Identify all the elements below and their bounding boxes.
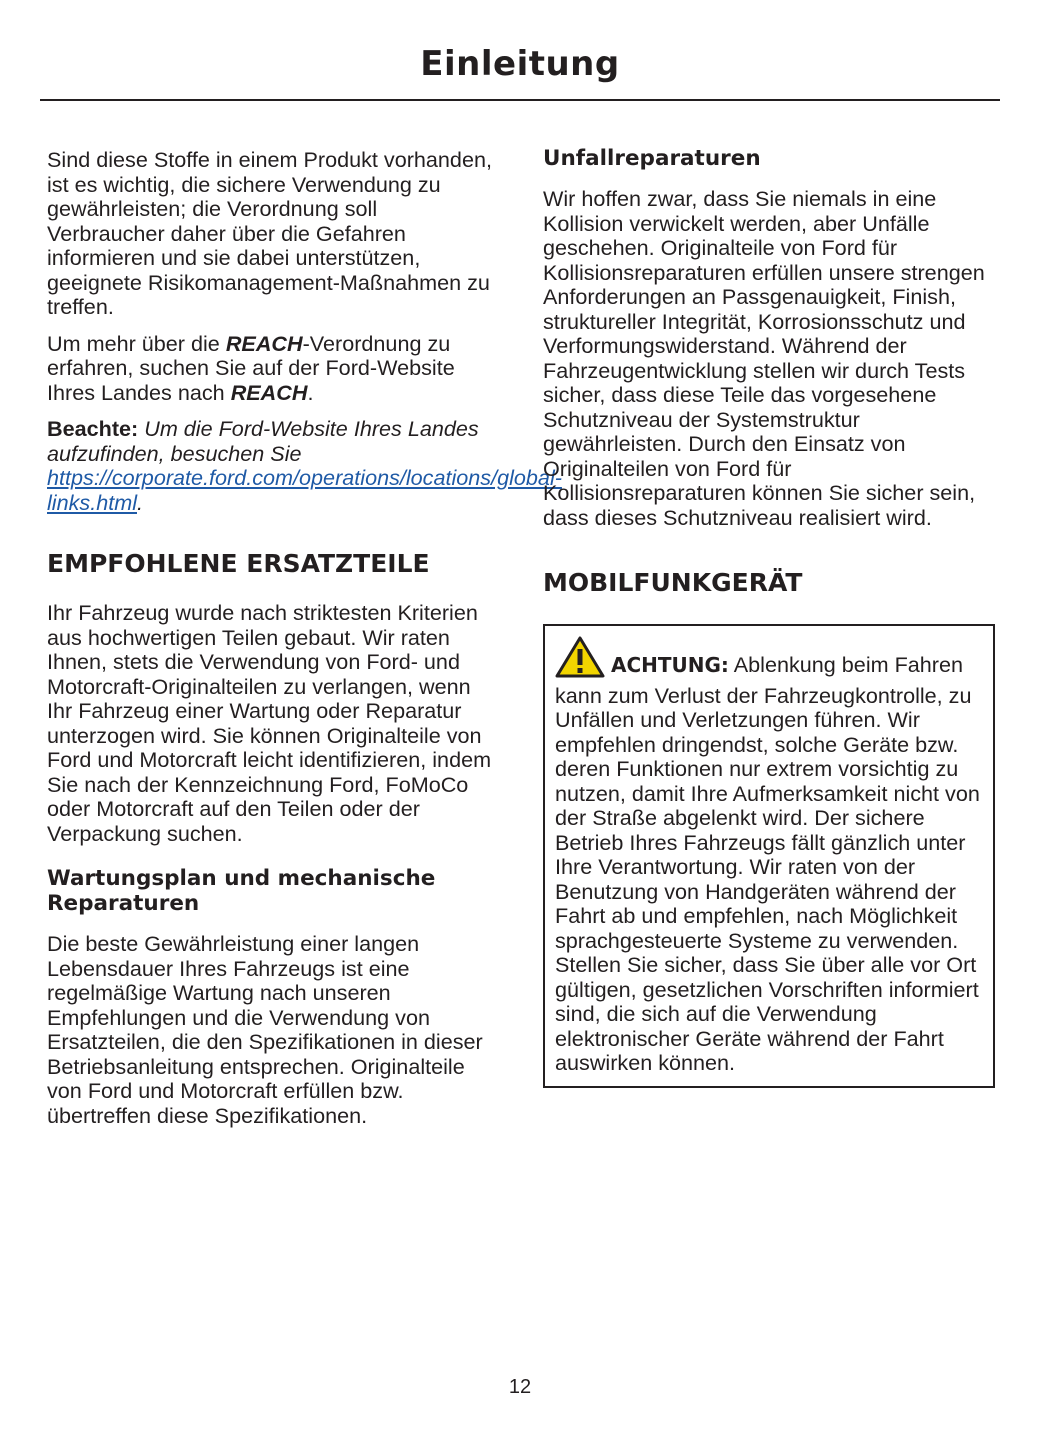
reach-text-3: .: [307, 379, 314, 405]
ford-locations-link[interactable]: https://corporate.ford.com/operations/locations/global-links.html: [47, 465, 562, 515]
reach-term: REACH: [230, 379, 308, 405]
subheading-wartungsplan: Wartungsplan und mechanische Reparaturen: [47, 866, 436, 916]
subheading-unfallreparaturen: Unfallreparaturen: [543, 146, 761, 171]
right-column: [543, 140, 995, 1088]
note-paragraph: [47, 416, 562, 515]
intro-paragraph: Sind diese Stoffe in einem Produkt vorhanden, ist es wichtig, die sichere Verwendung zu gewährleisten; die Verordnung soll Verbraucher daher über die Gefahren informieren und sie dabei unterstützen, geeignete Risikomanagement-Maßnahmen zu treffen.: [47, 147, 492, 319]
note-text: Um die Ford-Website Ihres Landes aufzufinden, besuchen Sie: [47, 416, 479, 466]
reach-text-2: -Verordnung zu erfahren, suchen Sie auf der Ford-Website Ihres Landes nach: [47, 330, 455, 405]
warning-paragraph: [555, 636, 985, 1076]
left-column: [47, 140, 562, 1128]
ersatzteile-paragraph: Ihr Fahrzeug wurde nach striktesten Kriterien aus hochwertigen Teilen gebaut. Wir raten Ihnen, stets die Verwendung von Ford- und Motorcraft-Originalteilen zu verlangen, wenn Ihr Fahrzeug einer Wartung oder Reparatur unterzogen wird. Sie können Originalteile von Ford und Motorcraft leicht identifizieren, indem Sie nach der Kennzeichnung Ford, FoMoCo oder Motorcraft auf den Teilen oder der Verpackung suchen.: [47, 600, 492, 846]
page-number: 12: [508, 1376, 532, 1398]
reach-paragraph: [47, 332, 499, 406]
warning-box: [543, 624, 995, 1088]
page-title: Einleitung: [420, 44, 620, 84]
warning-triangle-icon: [555, 636, 605, 684]
note-end: .: [137, 489, 143, 515]
wartungsplan-paragraph: Die beste Gewährleistung einer langen Lebensdauer Ihres Fahrzeugs ist eine regelmäßige Wartung nach unseren Empfehlungen und die Verwendung von Ersatzteilen, die den Spezifikationen in dieser Betriebsanleitung entsprechen. Originalteile von Ford und Motorcraft erfüllen bzw. übertreffen diese Spezifikationen.: [47, 931, 483, 1128]
note-label: Beachte:: [47, 416, 139, 441]
reach-term: REACH: [225, 330, 303, 356]
section-heading-mobilfunkgeraet: MOBILFUNKGERÄT: [543, 568, 803, 597]
warning-label: ACHTUNG:: [611, 653, 729, 677]
section-heading-ersatzteile: EMPFOHLENE ERSATZTEILE: [47, 549, 430, 578]
title-divider: [40, 99, 1000, 101]
reach-text-1: Um mehr über die: [47, 330, 226, 356]
warning-text: Ablenkung beim Fahren kann zum Verlust der Fahrzeugkontrolle, zu Unfällen und Verletzungen führen. Wir empfehlen dringendst, solche Geräte bzw. deren Funktionen nur extrem vorsichtig zu nutzen, damit Ihre Aufmerksamkeit nicht von der Straße abgelenkt wird. Der sichere Betrieb Ihres Fahrzeugs fällt gänzlich unter Ihre Verantwortung. Wir raten von der Benutzung von Handgeräten während der Fahrt ab und empfehlen, nach Möglichkeit sprachgesteuerte Systeme zu verwenden. Stellen Sie sicher, dass Sie über alle vor Ort gültigen, gesetzlichen Vorschriften informiert sind, die sich auf die Verwendung elektronischer Geräte während der Fahrt auswirken können.: [555, 652, 980, 1075]
unfallreparaturen-paragraph: Wir hoffen zwar, dass Sie niemals in eine Kollision verwickelt werden, aber Unfälle geschehen. Originalteile von Ford für Kollisionsreparaturen erfüllen unsere strengen Anforderungen an Passgenauigkeit, Finish, struktureller Integrität, Korrosionsschutz und Verformungswiderstand. Während der Fahrzeugentwicklung stellen wir durch Tests sicher, dass diese Teile das vorgesehene Schutzniveau der Systemstruktur gewährleisten. Durch den Einsatz von Originalteilen von Ford für Kollisionsreparaturen können Sie sicher sein, dass dieses Schutzniveau realisiert wird.: [543, 186, 985, 530]
